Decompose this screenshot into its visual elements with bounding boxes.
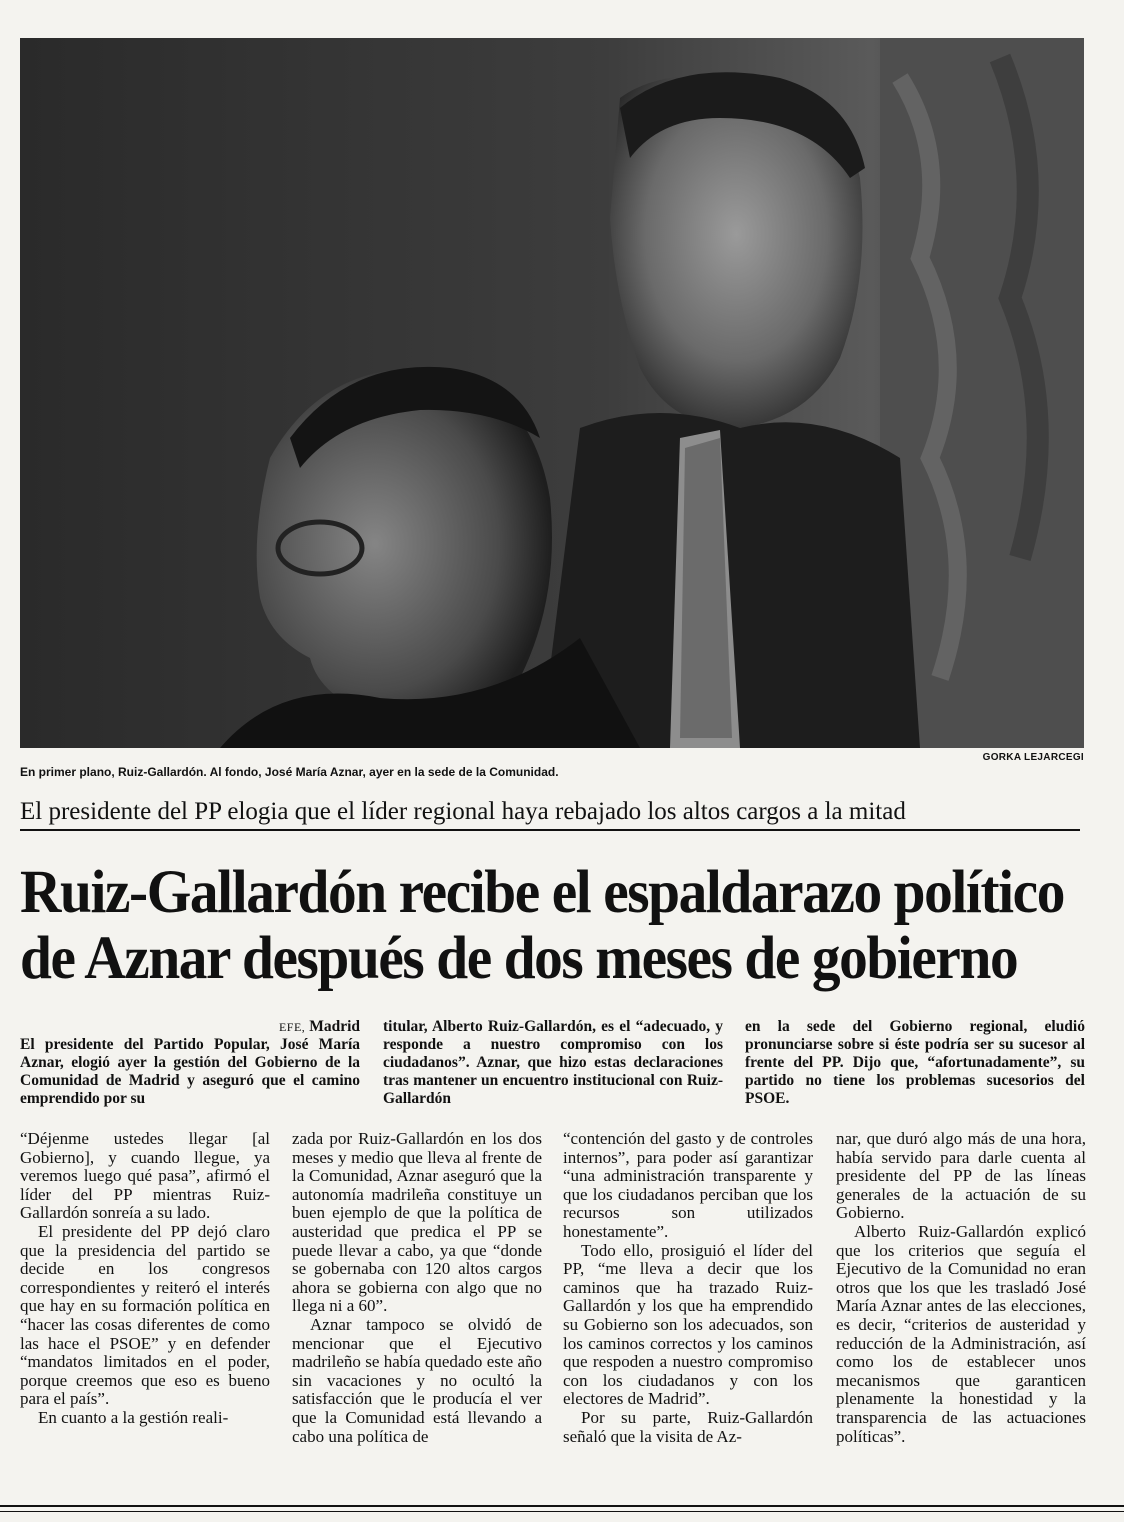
paragraph: Aznar tampoco se olvidó de mencionar que el Ejecutivo madrileño se había quedado este año sin vacaciones y no ocultó la satisfacción que le producía el ver que la Comunidad está llevando a cabo una política de xyxy=(292,1314,542,1446)
paragraph: En cuanto a la gestión reali- xyxy=(38,1407,229,1427)
photo-credit: GORKA LEJARCEGI xyxy=(982,752,1084,763)
headline-line-1: Ruiz-Gallardón recibe el espaldarazo político xyxy=(20,859,1064,926)
body-column-1 xyxy=(20,1130,270,1428)
lead-text-3: en la sede del Gobierno regional, eludió pronunciarse sobre si éste podría ser su sucesor al frente del PP. Dijo que, “afortunadamente”, su partido no tiene los problemas sucesorios del PSOE. xyxy=(745,1018,1085,1107)
bottom-rule-thin xyxy=(0,1511,1124,1512)
lead-text-2: titular, Alberto Ruiz-Gallardón, es el “adecuado, y responde a nuestro compromiso con los ciudadanos”. Aznar, que hizo estas declaraciones tras mantener un encuentro institucional con Ruiz-Gallardón xyxy=(383,1018,723,1107)
paragraph: nar, que duró algo más de una hora, había servido para darle cuenta al presidente del PP de las líneas generales de la actuación de su Gobierno. xyxy=(836,1129,1086,1223)
headline xyxy=(20,859,1064,992)
agency: EFE, xyxy=(278,1020,306,1034)
body-column-2 xyxy=(292,1130,542,1446)
paragraph: zada por Ruiz-Gallardón en los dos meses y medio que lleva al frente de la Comunidad, Aznar aseguró que la autonomía madrileña constituye un buen ejemplo de que la política de austeridad que predica el PP se puede llevar a cabo, ya que “donde se gobernaba con 120 altos cargos ahora se gobierna con algo que no llega ni a 60”. xyxy=(292,1129,542,1316)
headline-line-2: de Aznar después de dos meses de gobierno xyxy=(20,925,1018,992)
lead-column-3 xyxy=(745,1018,1085,1108)
subheadline: El presidente del PP elogia que el líder regional haya rebajado los altos cargos a la mitad xyxy=(20,797,1080,831)
paragraph: “Déjenme ustedes llegar [al Gobierno], y cuando llegue, ya veremos luego qué pasa”, afirmó el líder del PP mientras Ruiz-Gallardón sonreía a su lado. xyxy=(20,1129,270,1223)
city: Madrid xyxy=(309,1018,360,1035)
body-column-3 xyxy=(563,1130,813,1446)
photo-caption: En primer plano, Ruiz-Gallardón. Al fondo, José María Aznar, ayer en la sede de la Comunidad. xyxy=(20,765,559,779)
paragraph: Por su parte, Ruiz-Gallardón señaló que la visita de Az- xyxy=(563,1407,813,1446)
paragraph: El presidente del PP dejó claro que la presidencia del partido se decide en los congresos correspondientes y reiteró el interés que hay en su formación política en “hacer las cosas diferentes de como las hace el PSOE” y en defender “mandatos limitados en el poder, porque creemos que eso es bueno para el país”. xyxy=(20,1221,270,1409)
lead-column-2 xyxy=(383,1018,723,1108)
bottom-rule xyxy=(0,1505,1124,1507)
body-column-4 xyxy=(836,1130,1086,1446)
lead-column-1 xyxy=(20,1018,360,1108)
dateline xyxy=(20,1018,360,1036)
news-photo xyxy=(20,38,1084,748)
paragraph: Alberto Ruiz-Gallardón explicó que los criterios que seguía el Ejecutivo de la Comunidad no eran otros que los que les trasladó José María Aznar antes de las elecciones, es decir, “criterios de austeridad y reducción de la Administración, así como los de establecer unos mecanismos que garanticen plenamente la honestidad y la transparencia de las actuaciones políticas”. xyxy=(836,1221,1086,1446)
lead-text-1: El presidente del Partido Popular, José María Aznar, elogió ayer la gestión del Gobierno de la Comunidad de Madrid y aseguró que el camino emprendido por su xyxy=(20,1036,360,1107)
photo-image xyxy=(20,38,1084,748)
paragraph: “contención del gasto y de controles internos”, para poder así garantizar “una administración transparente y que los ciudadanos perciban que los recursos son utilizados honestamente”. xyxy=(563,1129,813,1241)
paragraph: Todo ello, prosiguió el líder del PP, “me lleva a decir que los caminos que ha trazado Ruiz-Gallardón y los que ha emprendido su Gobierno son los adecuados, son los caminos correctos y los caminos que respoden a nuestro compromiso con los ciudadanos y con los electores de Madrid”. xyxy=(563,1240,813,1409)
